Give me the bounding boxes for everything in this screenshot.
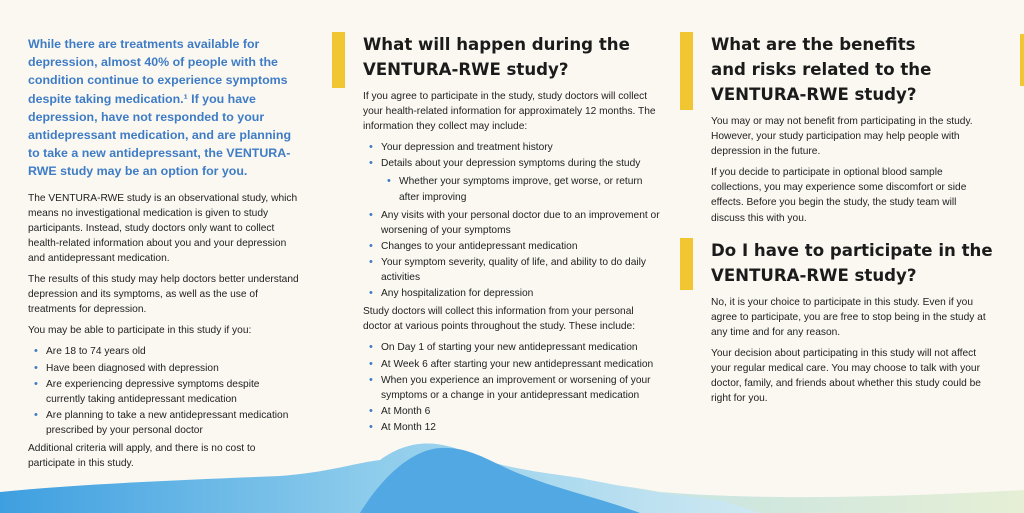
section-accent-bar: [680, 32, 693, 110]
list-item: • Are 18 to 74 years old: [28, 344, 300, 359]
list-item: • Are experiencing depressive symptoms despite currently taking antidepressant medication: [28, 377, 300, 407]
list-item: • Whether your symptoms improve, get worse, or return after improving: [363, 174, 663, 204]
list-item: • Any hospitalization for depression: [363, 286, 663, 301]
list-item: • At Month 12: [363, 420, 663, 435]
section-heading: What will happen during the VENTURA-RWE study?: [363, 35, 630, 79]
benefits-risks-section: [711, 32, 993, 226]
list-item: • Are planning to take a new antidepressant medication prescribed by your personal doctor: [28, 408, 300, 438]
intro-lead-text: While there are treatments available for depression, almost 40% of people with the condition continue to experience symptoms despite taking medication.¹ If you have depression, have not responded to your antidepressant medication, and are planning to take a new antidepressant, the VENTURA-RWE study may be an option for you.: [28, 37, 292, 179]
section-heading: What are the benefits and risks related to the VENTURA-RWE study?: [711, 35, 932, 104]
list-item: • On Day 1 of starting your new antidepressant medication: [363, 340, 663, 355]
risks-text: If you decide to participate in optional blood sample collections, you may experience some discomfort or side effects. Before you begin the study, the study team will discuss this with you.: [711, 167, 967, 224]
timepoints-list: [363, 340, 663, 435]
section-accent-bar: [332, 32, 345, 88]
timing-intro: Study doctors will collect this information from your personal doctor at various points throughout the study. These include:: [363, 306, 636, 333]
what-will-happen-section: [363, 32, 663, 435]
edge-accent-bar: [1020, 34, 1024, 86]
eligibility-intro: You may be able to participate in this study if you:: [28, 325, 252, 337]
list-item: • Have been diagnosed with depression: [28, 361, 300, 376]
study-results-text: The results of this study may help doctors better understand depression and its symptoms, as well as the use of treatments for depression.: [28, 274, 299, 316]
section-heading: Do I have to participate in the VENTURA-RWE study?: [711, 240, 993, 285]
list-item: • Changes to your antidepressant medication: [363, 239, 663, 254]
study-process-column: [363, 32, 663, 438]
benefits-column: [711, 32, 993, 412]
eligibility-list: [28, 344, 300, 438]
collected-info-list-continued: [363, 208, 663, 302]
medical-care-text: Your decision about participating in this study will not affect your regular medical care. You may choose to talk with your doctor, family, and friends about whether this study could be right for you.: [711, 347, 981, 405]
participation-section: [711, 238, 993, 407]
benefits-text: You may or may not benefit from participating in the study. However, your study participation may help people with depression in the future.: [711, 116, 973, 158]
data-collection-intro: If you agree to participate in the study, study doctors will collect your health-related information for approximately 12 months. The information they collect may include:: [363, 91, 656, 133]
study-description: The VENTURA-RWE study is an observational study, which means no investigational medication is given to study participants. Instead, study doctors only want to collect health-related information about you and your depression and antidepressant medication.: [28, 192, 298, 264]
collected-info-sublist: [363, 174, 663, 204]
list-item: • When you experience an improvement or worsening of your symptoms or a change in your antidepressant medication: [363, 373, 663, 403]
list-item: • Your symptom severity, quality of life, and ability to do daily activities: [363, 255, 663, 285]
list-item: • Any visits with your personal doctor due to an improvement or worsening of your symptoms: [363, 208, 663, 238]
additional-criteria-text: Additional criteria will apply, and there is no cost to participate in this study.: [28, 443, 256, 470]
list-item: • At Week 6 after starting your new antidepressant medication: [363, 357, 663, 372]
choice-text: No, it is your choice to participate in this study. Even if you agree to participate, you are free to stop being in the study at any time and for any reason.: [711, 296, 986, 338]
section-accent-bar: [680, 238, 693, 290]
intro-column: [28, 35, 300, 477]
list-item: • Details about your depression symptoms during the study: [363, 156, 663, 171]
list-item: • At Month 6: [363, 404, 663, 419]
list-item: • Your depression and treatment history: [363, 140, 663, 155]
collected-info-list: [363, 140, 663, 171]
